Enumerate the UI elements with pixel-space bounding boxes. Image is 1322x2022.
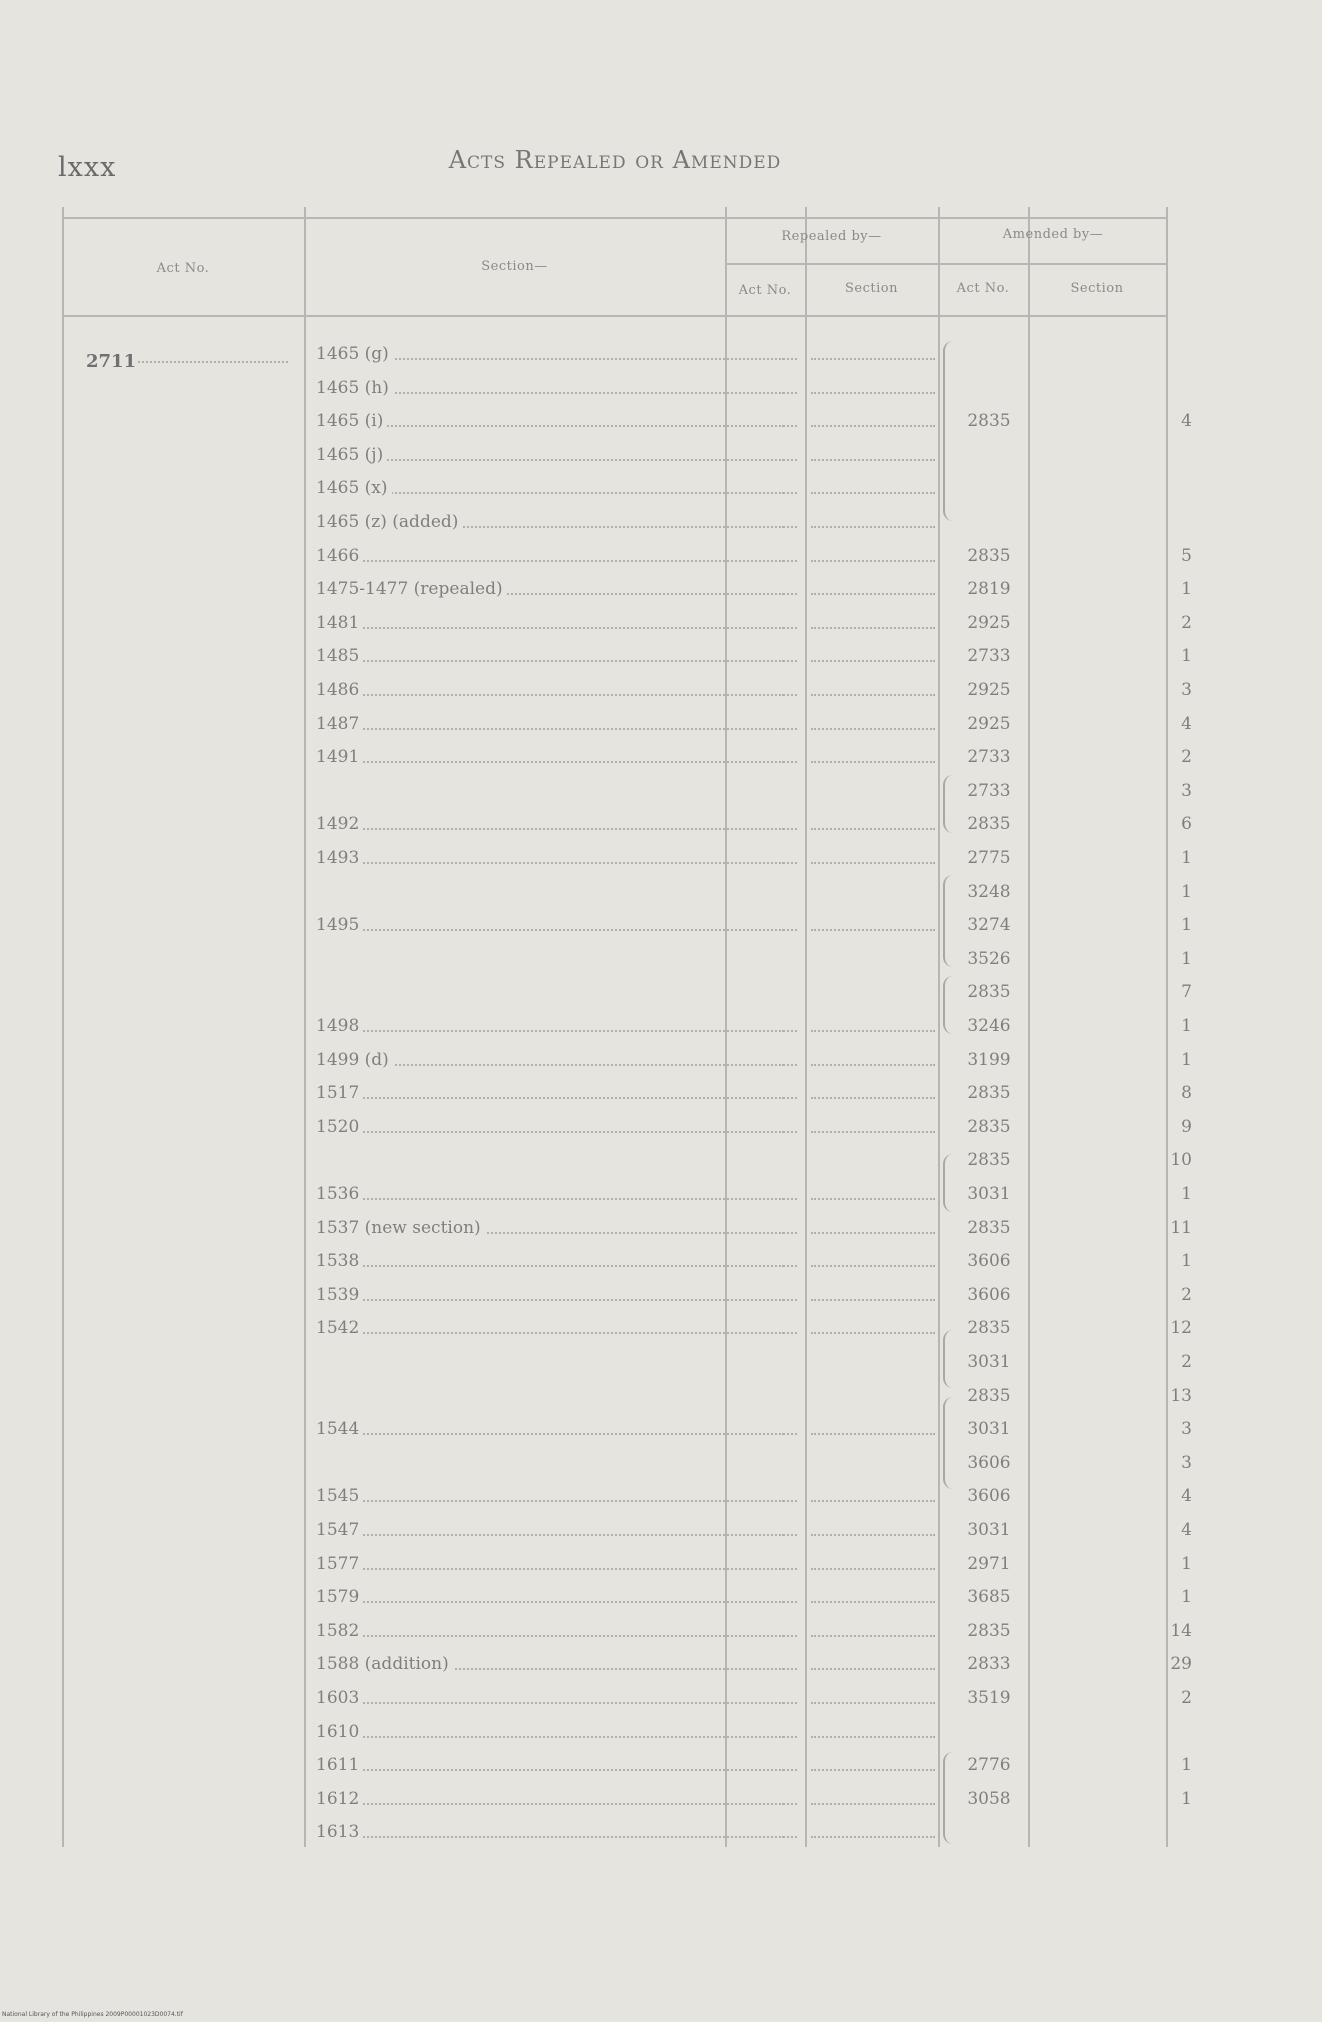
repealed-section-cell xyxy=(809,1514,937,1547)
section-cell xyxy=(316,1514,784,1547)
repealed-section-cell xyxy=(809,1245,937,1278)
amended-act-cell: 3526 xyxy=(967,949,1011,969)
section-cell xyxy=(316,1749,784,1782)
amended-section-cell xyxy=(1112,439,1192,472)
amended-section-cell: 5 xyxy=(1181,546,1192,566)
repealed-section-cell xyxy=(809,1648,937,1681)
header-repealed-act-no: Act No. xyxy=(738,283,792,298)
amended-section-cell: 3 xyxy=(1181,680,1192,700)
acts-table xyxy=(62,207,1192,1847)
grouping-brace xyxy=(943,775,955,833)
amended-section-cell: 1 xyxy=(1181,1251,1192,1271)
section-cell xyxy=(316,372,784,405)
amended-section-cell xyxy=(1112,506,1192,539)
amended-act-cell: 2835 xyxy=(967,1150,1011,1170)
repealed-section-cell xyxy=(809,338,937,371)
section-cell xyxy=(316,1010,784,1043)
amended-section-cell: 1 xyxy=(1181,1050,1192,1070)
repealed-section-cell xyxy=(809,1212,937,1245)
amended-act-cell: 2776 xyxy=(967,1755,1011,1775)
section-cell xyxy=(316,439,784,472)
repealed-section-cell xyxy=(809,741,937,774)
grouping-brace xyxy=(943,976,955,1034)
section-label: 1603 xyxy=(316,1688,363,1708)
amended-act-cell: 2835 xyxy=(967,982,1011,1002)
amended-act-cell: 2733 xyxy=(967,747,1011,767)
repealed-section-cell xyxy=(809,1413,937,1446)
header-repealed-section: Section xyxy=(845,281,898,296)
amended-act-cell: 2733 xyxy=(967,781,1011,801)
amended-act-cell: 2835 xyxy=(967,1318,1011,1338)
amended-act-cell: 2835 xyxy=(967,1083,1011,1103)
repealed-section-cell xyxy=(809,1581,937,1614)
section-cell xyxy=(316,405,784,438)
amended-act-cell: 2835 xyxy=(967,814,1011,834)
amended-act-cell: 3031 xyxy=(967,1419,1011,1439)
amended-act-cell: 3031 xyxy=(967,1184,1011,1204)
amended-section-cell: 3 xyxy=(1181,1419,1192,1439)
section-cell xyxy=(316,1615,784,1648)
amended-act-cell: 2925 xyxy=(967,714,1011,734)
amended-act-cell: 2835 xyxy=(967,1218,1011,1238)
amended-act-cell: 2819 xyxy=(967,579,1011,599)
header-top-rule xyxy=(62,217,1168,219)
amended-section-cell: 1 xyxy=(1181,1016,1192,1036)
amended-act-cell: 2833 xyxy=(967,1654,1011,1674)
repealed-section-cell xyxy=(809,808,937,841)
section-label: 1577 xyxy=(316,1554,363,1574)
repealed-section-cell xyxy=(809,1480,937,1513)
amended-act-cell: 2775 xyxy=(967,848,1011,868)
grouping-brace xyxy=(943,875,955,967)
section-cell xyxy=(316,1111,784,1144)
repealed-section-cell xyxy=(809,573,937,606)
scan-footer: National Library of the Philippines 2009P00001023D0074.tif xyxy=(2,2011,183,2018)
section-cell xyxy=(316,808,784,841)
section-label: 1539 xyxy=(316,1285,363,1305)
section-label: 1536 xyxy=(316,1184,363,1204)
amended-act-cell: 2835 xyxy=(967,1117,1011,1137)
amended-act-cell: 3685 xyxy=(967,1587,1011,1607)
section-label: 1481 xyxy=(316,613,363,633)
grouping-brace xyxy=(943,1752,955,1844)
section-label: 1493 xyxy=(316,848,363,868)
section-label: 1542 xyxy=(316,1318,363,1338)
section-cell xyxy=(316,943,784,976)
amended-section-cell: 3 xyxy=(1181,781,1192,801)
section-label: 1465 (i) xyxy=(316,411,387,431)
amended-act-cell: 3606 xyxy=(967,1285,1011,1305)
amended-act-cell xyxy=(949,439,1029,472)
section-cell xyxy=(316,573,784,606)
section-cell xyxy=(316,1480,784,1513)
section-label: 1465 (h) xyxy=(316,378,393,398)
amended-act-cell: 3274 xyxy=(967,915,1011,935)
section-label: 1491 xyxy=(316,747,363,767)
repealed-section-cell xyxy=(809,1312,937,1345)
amended-section-cell: 4 xyxy=(1181,1520,1192,1540)
amended-section-cell: 9 xyxy=(1181,1117,1192,1137)
repealed-section-cell xyxy=(809,607,937,640)
amended-section-cell: 1 xyxy=(1181,1554,1192,1574)
amended-act-cell: 2835 xyxy=(967,1386,1011,1406)
section-cell xyxy=(316,1044,784,1077)
amended-act-cell xyxy=(949,338,1029,371)
amended-act-cell: 3606 xyxy=(967,1453,1011,1473)
amended-section-cell xyxy=(1112,372,1192,405)
amended-act-cell: 3606 xyxy=(967,1251,1011,1271)
section-label: 1520 xyxy=(316,1117,363,1137)
header-amended-by: Amended by— xyxy=(1002,227,1104,242)
section-label: 1517 xyxy=(316,1083,363,1103)
repealed-section-cell xyxy=(809,1682,937,1715)
repealed-section-cell xyxy=(809,1816,937,1849)
act-number-label: 2711 xyxy=(86,351,137,372)
section-label: 1485 xyxy=(316,646,363,666)
section-cell xyxy=(316,976,784,1009)
amended-section-cell: 1 xyxy=(1181,915,1192,935)
amended-act-cell: 3031 xyxy=(967,1520,1011,1540)
section-cell xyxy=(316,1783,784,1816)
repealed-section-cell xyxy=(809,708,937,741)
column-divider xyxy=(805,207,807,1847)
section-cell xyxy=(316,1245,784,1278)
amended-section-cell: 10 xyxy=(1170,1150,1192,1170)
repealed-section-cell xyxy=(809,540,937,573)
amended-act-cell xyxy=(949,472,1029,505)
section-cell xyxy=(316,1077,784,1110)
amended-act-cell: 3246 xyxy=(967,1016,1011,1036)
grouping-brace xyxy=(943,1330,955,1388)
amended-act-cell: 2835 xyxy=(967,546,1011,566)
amended-section-cell: 7 xyxy=(1181,982,1192,1002)
amended-section-cell: 6 xyxy=(1181,814,1192,834)
repealed-section-cell xyxy=(809,1010,937,1043)
section-label: 1492 xyxy=(316,814,363,834)
amended-section-cell xyxy=(1112,1716,1192,1749)
section-cell xyxy=(316,1682,784,1715)
section-label: 1538 xyxy=(316,1251,363,1271)
section-label: 1499 (d) xyxy=(316,1050,393,1070)
repealed-section-cell xyxy=(809,909,937,942)
amended-act-cell: 3606 xyxy=(967,1486,1011,1506)
section-label: 1475-1477 (repealed) xyxy=(316,579,507,599)
amended-section-cell: 3 xyxy=(1181,1453,1192,1473)
section-label: 1544 xyxy=(316,1419,363,1439)
section-cell xyxy=(316,909,784,942)
amended-act-cell: 2971 xyxy=(967,1554,1011,1574)
amended-section-cell xyxy=(1112,472,1192,505)
amended-section-cell: 2 xyxy=(1181,1688,1192,1708)
section-cell xyxy=(316,1447,784,1480)
section-label: 1495 xyxy=(316,915,363,935)
section-cell xyxy=(316,338,784,371)
amended-section-cell: 4 xyxy=(1181,1486,1192,1506)
section-label: 1613 xyxy=(316,1822,363,1842)
repealed-section-cell xyxy=(809,439,937,472)
section-cell xyxy=(316,540,784,573)
section-cell xyxy=(316,1816,784,1849)
repealed-section-cell xyxy=(809,1783,937,1816)
repealed-section-cell xyxy=(809,372,937,405)
repealed-section-cell xyxy=(809,506,937,539)
section-label: 1486 xyxy=(316,680,363,700)
section-label: 1465 (z) (added) xyxy=(316,512,462,532)
section-cell xyxy=(316,708,784,741)
amended-act-cell xyxy=(949,372,1029,405)
section-label: 1466 xyxy=(316,546,363,566)
header-amended-section: Section xyxy=(1070,281,1124,296)
section-cell xyxy=(316,1212,784,1245)
amended-act-cell xyxy=(949,506,1029,539)
repealed-section-cell xyxy=(809,842,937,875)
amended-section-cell: 2 xyxy=(1181,1285,1192,1305)
amended-section-cell: 4 xyxy=(1181,411,1192,431)
amended-act-cell: 3199 xyxy=(967,1050,1011,1070)
section-label: 1465 (x) xyxy=(316,478,392,498)
section-cell xyxy=(316,1178,784,1211)
amended-section-cell: 1 xyxy=(1181,1755,1192,1775)
section-label: 1588 (addition) xyxy=(316,1654,453,1674)
section-label: 1612 xyxy=(316,1789,363,1809)
section-cell xyxy=(316,1581,784,1614)
act-number xyxy=(86,345,288,378)
section-cell xyxy=(316,1279,784,1312)
amended-act-cell: 2835 xyxy=(967,1621,1011,1641)
amended-section-cell: 1 xyxy=(1181,646,1192,666)
section-cell xyxy=(316,506,784,539)
repealed-section-cell xyxy=(809,1044,937,1077)
amended-act-cell: 2925 xyxy=(967,613,1011,633)
amended-section-cell: 1 xyxy=(1181,1789,1192,1809)
repealed-section-cell xyxy=(809,640,937,673)
amended-section-cell: 4 xyxy=(1181,714,1192,734)
section-cell xyxy=(316,607,784,640)
amended-act-cell: 2733 xyxy=(967,646,1011,666)
header-repealed-by: Repealed by— xyxy=(781,229,882,244)
amended-section-cell: 8 xyxy=(1181,1083,1192,1103)
section-label: 1498 xyxy=(316,1016,363,1036)
section-cell xyxy=(316,1548,784,1581)
amended-section-cell: 1 xyxy=(1181,1184,1192,1204)
repealed-section-cell xyxy=(809,674,937,707)
amended-section-cell: 1 xyxy=(1181,848,1192,868)
amended-act-cell: 3031 xyxy=(967,1352,1011,1372)
repealed-section-cell xyxy=(809,1548,937,1581)
amended-section-cell: 13 xyxy=(1170,1386,1192,1406)
column-divider xyxy=(304,207,306,1847)
amended-act-cell: 3058 xyxy=(967,1789,1011,1809)
amended-act-cell: 2925 xyxy=(967,680,1011,700)
section-cell xyxy=(316,1716,784,1749)
repealed-section-cell xyxy=(809,1716,937,1749)
repealed-section-cell xyxy=(809,1279,937,1312)
amended-act-cell xyxy=(949,1716,1029,1749)
section-cell xyxy=(316,842,784,875)
section-label: 1465 (g) xyxy=(316,344,393,364)
repealed-section-cell xyxy=(809,1615,937,1648)
section-cell xyxy=(316,1346,784,1379)
repealed-section-cell xyxy=(809,1077,937,1110)
column-divider xyxy=(938,207,940,1847)
amended-section-cell: 1 xyxy=(1181,1587,1192,1607)
header-bottom-rule xyxy=(62,315,1168,317)
section-cell xyxy=(316,1648,784,1681)
amended-section-cell xyxy=(1112,1816,1192,1849)
amended-act-cell xyxy=(949,1816,1029,1849)
repealed-section-cell xyxy=(809,472,937,505)
grouping-brace xyxy=(943,1397,955,1489)
section-cell xyxy=(316,1312,784,1345)
section-label: 1465 (j) xyxy=(316,445,387,465)
amended-section-cell: 2 xyxy=(1181,613,1192,633)
amended-section-cell xyxy=(1112,338,1192,371)
amended-section-cell: 1 xyxy=(1181,579,1192,599)
repealed-section-cell xyxy=(809,1178,937,1211)
amended-section-cell: 1 xyxy=(1181,882,1192,902)
section-label: 1611 xyxy=(316,1755,363,1775)
section-cell xyxy=(316,674,784,707)
amended-section-cell: 14 xyxy=(1170,1621,1192,1641)
section-label: 1545 xyxy=(316,1486,363,1506)
section-label: 1579 xyxy=(316,1587,363,1607)
amended-section-cell: 1 xyxy=(1181,949,1192,969)
repealed-section-cell xyxy=(809,1111,937,1144)
section-label: 1537 (new section) xyxy=(316,1218,485,1238)
amended-section-cell: 2 xyxy=(1181,1352,1192,1372)
section-cell xyxy=(316,1413,784,1446)
grouping-brace xyxy=(943,1154,955,1212)
repealed-section-cell xyxy=(809,1749,937,1782)
amended-section-cell: 2 xyxy=(1181,747,1192,767)
repealed-section-cell xyxy=(809,405,937,438)
table-border-left xyxy=(62,207,64,1847)
section-cell xyxy=(316,775,784,808)
amended-act-cell: 3519 xyxy=(967,1688,1011,1708)
section-label: 1582 xyxy=(316,1621,363,1641)
section-label: 1547 xyxy=(316,1520,363,1540)
amended-act-cell: 2835 xyxy=(967,411,1011,431)
section-cell xyxy=(316,741,784,774)
header-amended-act-no: Act No. xyxy=(956,281,1010,296)
header-sub-rule xyxy=(725,263,1168,265)
amended-act-cell: 3248 xyxy=(967,882,1011,902)
section-cell xyxy=(316,1144,784,1177)
header-section: Section— xyxy=(481,259,548,274)
section-cell xyxy=(316,472,784,505)
section-cell xyxy=(316,1380,784,1413)
grouping-brace xyxy=(943,341,955,521)
page-title: Acts Repealed or Amended xyxy=(448,146,782,174)
page-number: lxxx xyxy=(58,152,117,183)
section-cell xyxy=(316,640,784,673)
amended-section-cell: 12 xyxy=(1170,1318,1192,1338)
section-label: 1487 xyxy=(316,714,363,734)
header-act-no: Act No. xyxy=(156,261,210,276)
section-label: 1610 xyxy=(316,1722,363,1742)
amended-section-cell: 29 xyxy=(1170,1654,1192,1674)
section-cell xyxy=(316,876,784,909)
amended-section-cell: 11 xyxy=(1170,1218,1192,1238)
